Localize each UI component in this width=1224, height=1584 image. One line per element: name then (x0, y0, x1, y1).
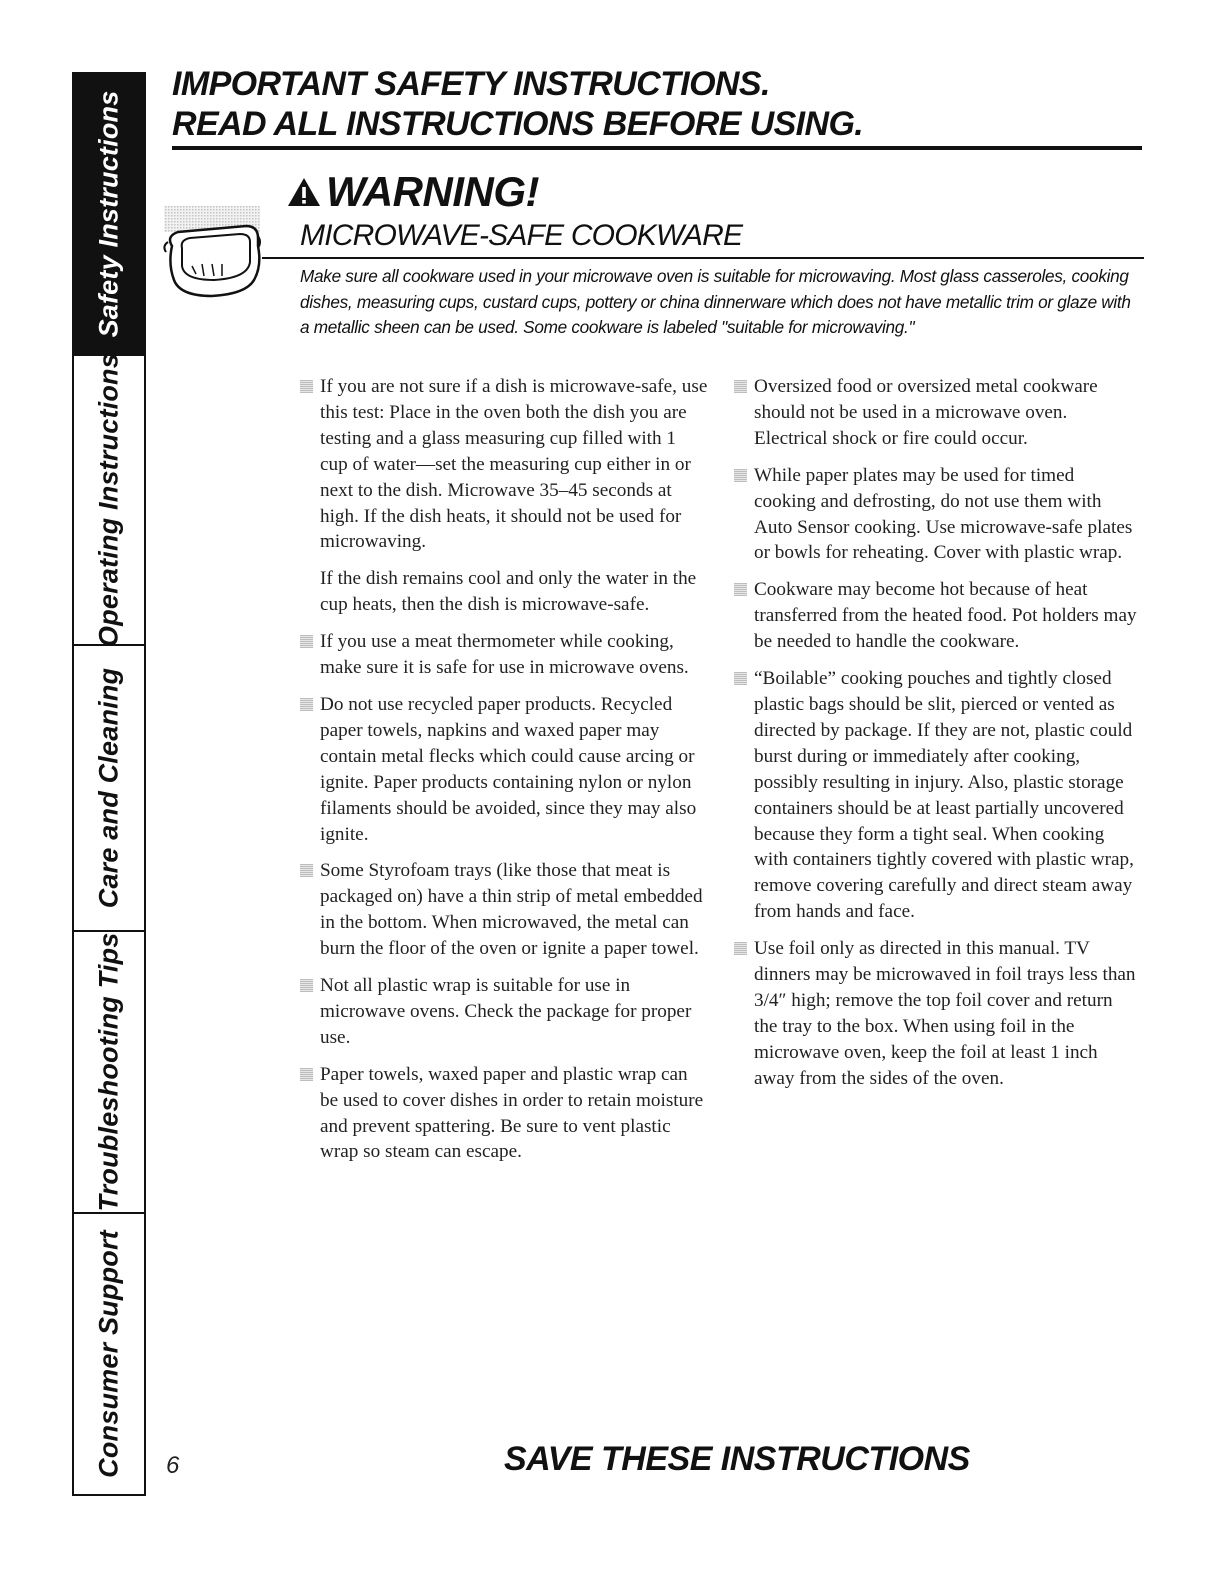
item-text: If you use a meat thermometer while cooking, make sure it is safe for use in microwave ovens. (320, 631, 689, 679)
tab-consumer-support[interactable] (74, 1214, 144, 1494)
square-bullet-icon (734, 469, 747, 482)
item-text: Use foil only as directed in this manual. TV dinners may be microwaved in foil trays less than 3/4″ high; remove the top foil cover and return the tray to the box. When using foil in the microwave oven, keep the foil at least 1 inch away from the sides of the oven. (754, 938, 1136, 1089)
square-bullet-icon (734, 672, 747, 685)
list-item (298, 858, 708, 962)
list-item (732, 577, 1140, 655)
list-item (298, 629, 708, 681)
list-item (298, 374, 708, 618)
square-bullet-icon (300, 635, 313, 648)
subtitle-divider (262, 257, 1144, 259)
item-text: Paper towels, waxed paper and plastic wrap can be used to cover dishes in order to retain moisture and prevent spattering. Be sure to vent plastic wrap so steam can escape. (320, 1063, 704, 1163)
item-text: Do not use recycled paper products. Recycled paper towels, napkins and waxed paper may contain metal flecks which could cause arcing or ignite. Paper products containing nylon or nylon filaments should be avoided, since they may also ignite. (320, 693, 697, 845)
warning-heading (286, 168, 539, 216)
item-text: Cookware may become hot because of heat transferred from the heated food. Pot holders may be needed to handle the cookware. (754, 579, 1137, 653)
header-divider (172, 146, 1142, 150)
warning-title: WARNING! (326, 168, 539, 215)
square-bullet-icon (300, 864, 313, 877)
save-instructions-footer: SAVE THESE INSTRUCTIONS (504, 1440, 970, 1478)
item-text: Oversized food or oversized metal cookware should not be used in a microwave oven. Electrical shock or fire could occur. (754, 376, 1098, 449)
square-bullet-icon (300, 1068, 313, 1081)
square-bullet-icon (300, 698, 313, 711)
square-bullet-icon (300, 380, 313, 393)
warning-triangle-icon (286, 176, 322, 208)
square-bullet-icon (734, 380, 747, 393)
item-text: If you are not sure if a dish is microwave-safe, use this test: Place in the oven both the dish you are testing and a glass measuring cup filled with 1 cup of water—set the measuring cup either in or next to the dish. Microwave 35–45 seconds at high. If the dish heats, it should not be used for microwaving. (320, 376, 708, 553)
left-column (298, 374, 708, 1176)
list-item (298, 692, 708, 847)
tab-troubleshooting-tips[interactable] (74, 932, 144, 1214)
tab-care-and-cleaning[interactable] (74, 646, 144, 932)
item-text: Not all plastic wrap is suitable for use in microwave ovens. Check the package for proper use. (320, 975, 692, 1048)
item-text: Some Styrofoam trays (like those that meat is packaged on) have a thin strip of metal embedded in the bottom. When microwaved, the metal can burn the floor of the oven or ignite a paper towel. (320, 860, 703, 960)
list-item (732, 463, 1140, 567)
tab-safety-instructions[interactable] (74, 74, 144, 356)
tab-label: Safety Instructions (93, 90, 124, 338)
list-item (298, 973, 708, 1051)
header-line-2: READ ALL INSTRUCTIONS BEFORE USING. (172, 105, 864, 143)
list-item (298, 1062, 708, 1166)
right-column (732, 374, 1140, 1103)
item-extra-text: If the dish remains cool and only the water in the cup heats, then the dish is microwave-safe. (320, 568, 697, 616)
tab-label: Operating Instructions (93, 353, 124, 647)
tab-label: Consumer Support (93, 1230, 124, 1478)
casserole-dish-icon (162, 206, 262, 302)
list-item (732, 374, 1140, 452)
header-line-1: IMPORTANT SAFETY INSTRUCTIONS. (172, 65, 770, 103)
tab-operating-instructions[interactable] (74, 353, 144, 647)
section-tabs (72, 72, 146, 1496)
list-item (732, 666, 1140, 925)
page-header (172, 64, 1142, 144)
tab-label: Care and Cleaning (93, 667, 124, 909)
item-text: “Boilable” cooking pouches and tightly closed plastic bags should be slit, pierced or vented as directed by package. If they are not, plastic could burst during or immediately after cooking, possibly resulting in injury. Also, plastic storage containers should be at least partially uncovered because they form a tight seal. When cooking with containers tightly covered with plastic wrap, remove covering carefully and direct steam away from hands and face. (754, 668, 1134, 923)
tab-label: Troubleshooting Tips (93, 932, 124, 1212)
item-text: While paper plates may be used for timed cooking and defrosting, do not use them with Auto Sensor cooking. Use microwave-safe plates or bowls for reheating. Cover with plastic wrap. (754, 464, 1133, 564)
section-subtitle: MICROWAVE-SAFE COOKWARE (300, 219, 743, 252)
square-bullet-icon (300, 979, 313, 992)
intro-paragraph: Make sure all cookware used in your microwave oven is suitable for microwaving. Most glass casseroles, cooking dishes, measuring cups, custard cups, pottery or china dinnerware which does not have metallic trim or glaze with a metallic sheen can be used. Some cookware is labeled "suitable for microwaving." (300, 266, 1131, 337)
page-number: 6 (166, 1452, 180, 1479)
list-item (732, 936, 1140, 1091)
square-bullet-icon (734, 583, 747, 596)
square-bullet-icon (734, 942, 747, 955)
